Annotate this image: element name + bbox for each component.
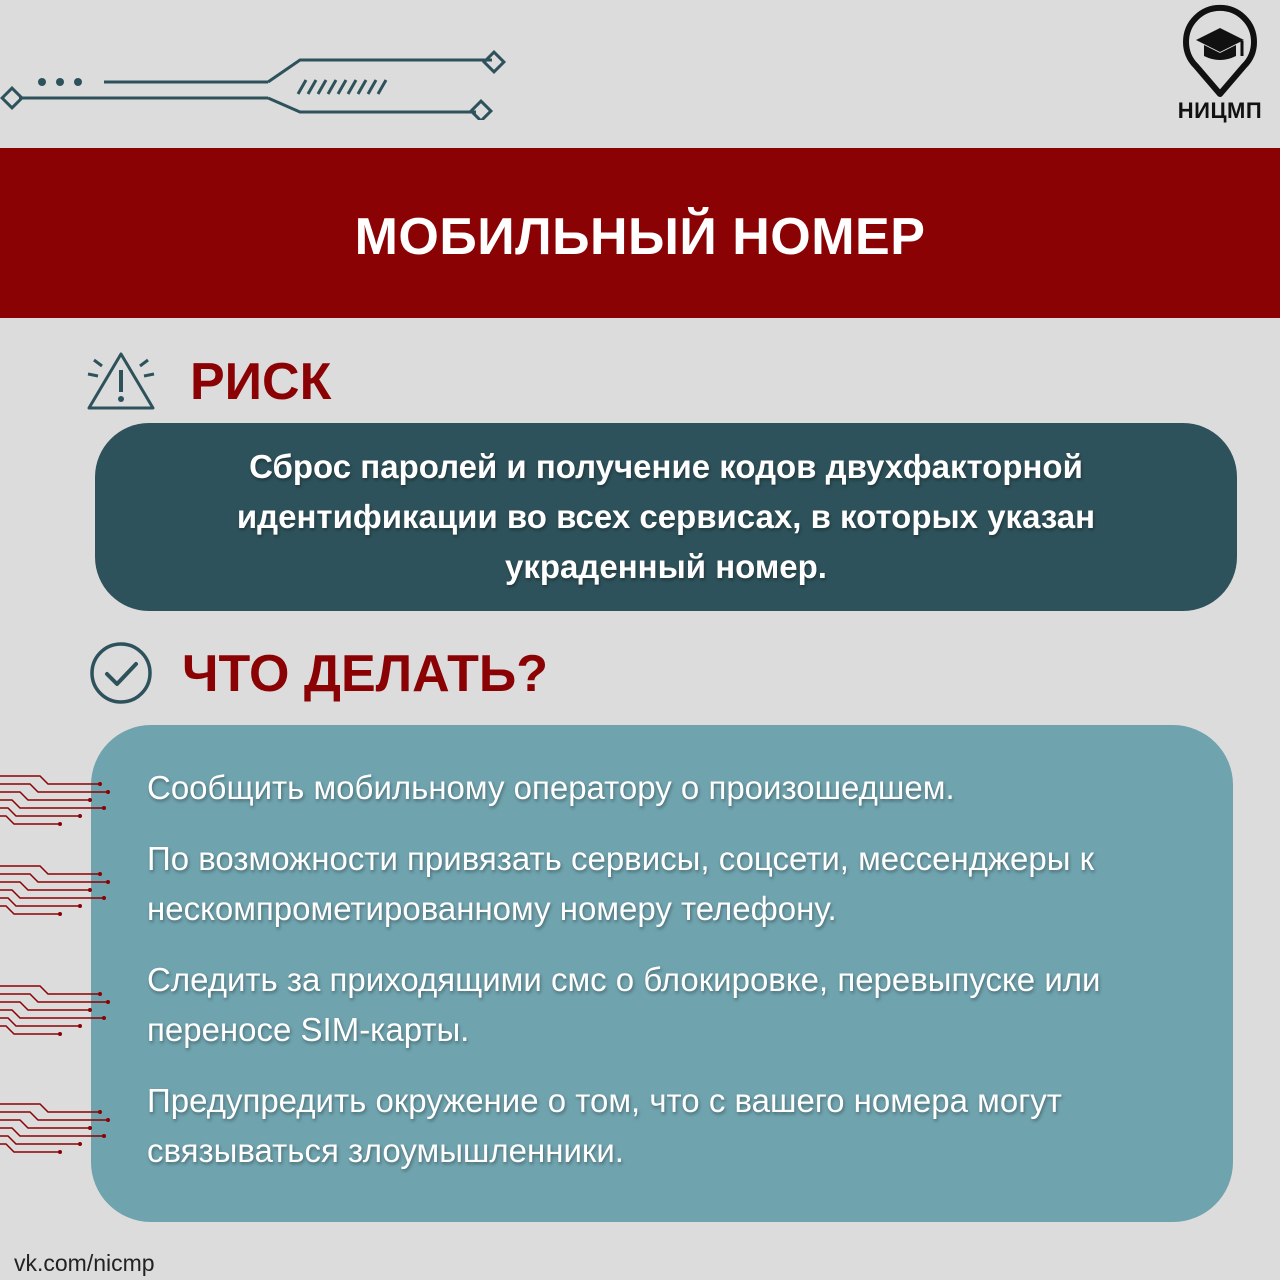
circuit-decoration [0, 1098, 120, 1158]
circuit-decoration [0, 860, 120, 920]
circuit-decoration [0, 40, 520, 120]
warning-triangle-icon [84, 346, 158, 412]
circuit-decoration [0, 770, 120, 830]
risk-description: Сброс паролей и получение кодов двухфакторной идентификации во всех сервисах, в которых указан украденный номер. [236, 448, 1096, 585]
todo-list [147, 763, 1207, 1197]
graduation-cap-pin-icon [1166, 4, 1274, 100]
list-item: Сообщить мобильному оператору о произошедшем. [147, 769, 955, 806]
page-title: МОБИЛЬНЫЙ НОМЕР [354, 208, 926, 266]
title-banner [0, 148, 1280, 318]
risk-heading: РИСК [190, 353, 332, 411]
todo-box [91, 725, 1233, 1222]
list-item: По возможности привязать сервисы, соцсети, мессенджеры к нескомпрометированному номеру телефону. [147, 840, 1095, 927]
list-item: Предупредить окружение о том, что с вашего номера могут связываться злоумышленники. [147, 1082, 1062, 1169]
check-circle-icon [88, 640, 154, 706]
todo-heading: ЧТО ДЕЛАТЬ? [182, 645, 548, 703]
logo-text: НИЦМП [1177, 98, 1263, 123]
logo [1166, 4, 1274, 124]
footer-link[interactable]: vk.com/nicmp [14, 1250, 155, 1276]
list-item: Следить за приходящими смс о блокировке, перевыпуске или переносе SIM-карты. [147, 961, 1101, 1048]
circuit-decoration [0, 980, 120, 1040]
risk-box [95, 423, 1237, 611]
